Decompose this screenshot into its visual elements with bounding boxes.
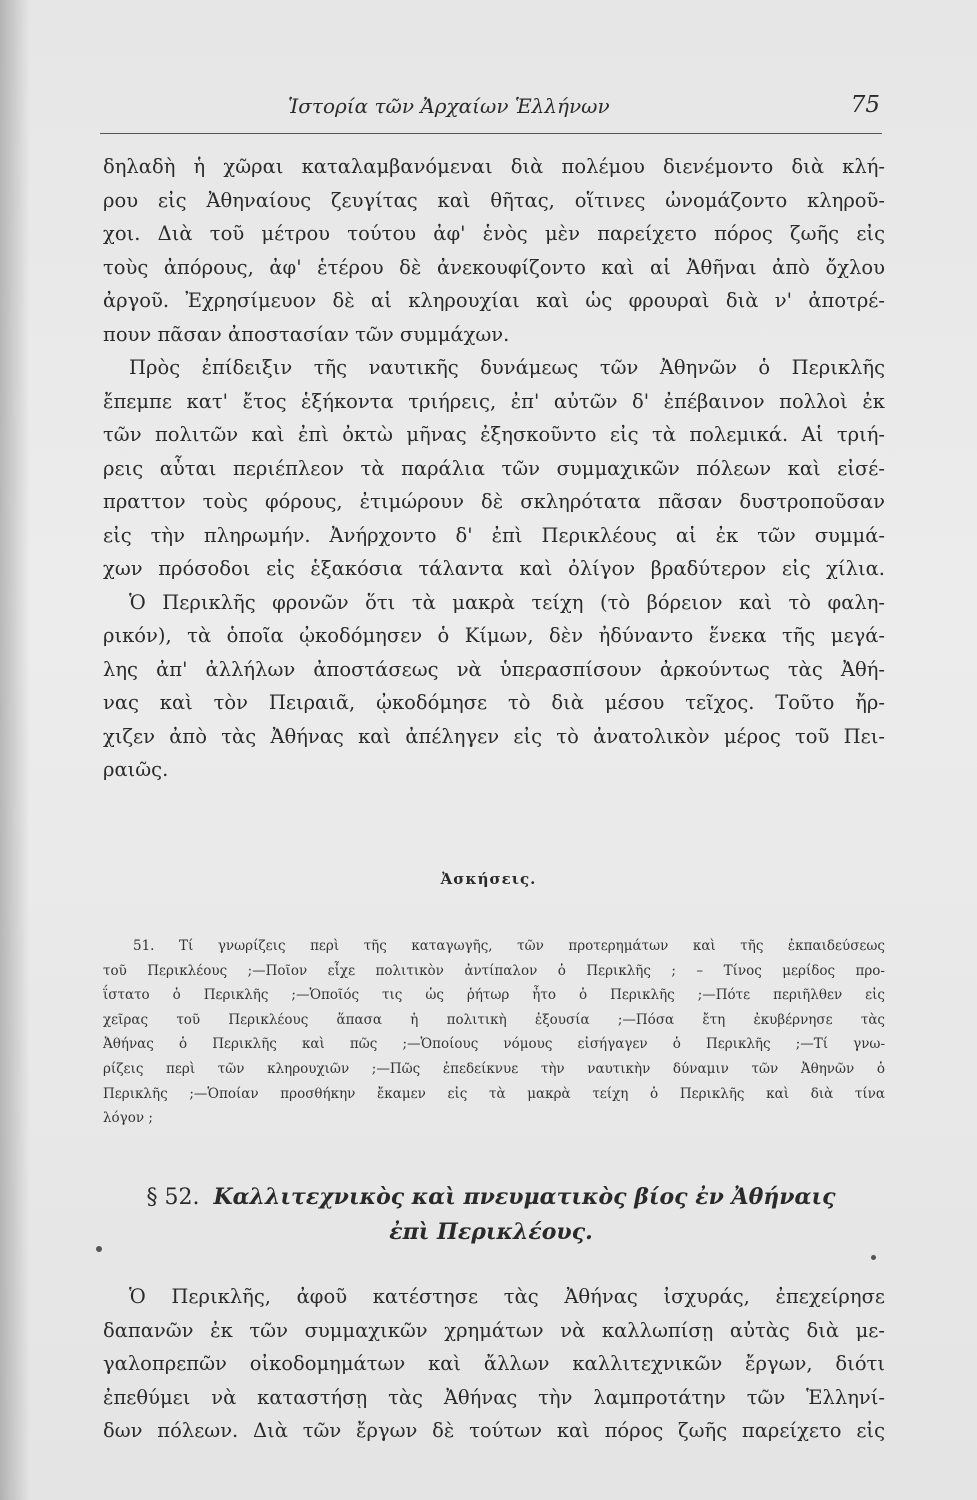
header-rule	[100, 133, 882, 134]
exercise-line: χεῖρας τοῦ Περικλέους ἅπασα ἡ πολιτικὴ ἐξουσία ;—Πόσα ἔτη ἐκυβέρνησε τὰς	[103, 1011, 885, 1028]
text-line: Ὁ Περικλῆς, ἀφοῦ κατέστησε τὰς Ἀθήνας ἰσχυράς, ἐπεχείρησε	[129, 1285, 885, 1308]
text-line: ἔπεμπε κατ' ἔτος ἑξήκοντα τριήρεις, ἐπ' αὐτῶν δ' ἐπέβαινον πολλοὶ ἐκ	[103, 389, 885, 413]
text-line: τοὺς ἀπόρους, ἀφ' ἑτέρου δὲ ἀνεκουφίζοντο καὶ αἱ Ἀθῆναι ἀπὸ ὄχλου	[103, 255, 885, 279]
text-line: ραιῶς.	[103, 758, 169, 781]
text-line: πραττον τοὺς φόρους, ἐτιμώρουν δὲ σκληρότατα πᾶσαν δυστροποῦσαν	[103, 490, 885, 513]
section-title-line: ἐπὶ Περικλέους.	[389, 1219, 593, 1245]
text-line: δηλαδὴ ἡ χῶραι καταλαμβανόμεναι διὰ πολέμου διενέμοντο διὰ κλή-	[103, 155, 885, 178]
exercise-line: 51. Τί γνωρίζεις περὶ τῆς καταγωγῆς, τῶν προτερημάτων καὶ τῆς ἐκπαιδεύσεως	[133, 938, 885, 954]
exercises-heading: Ἀσκήσεις.	[440, 870, 537, 888]
text-line: ἀργοῦ. Ἐχρησίμευον δὲ αἱ κληρουχίαι καὶ ὡς φρουραὶ διὰ ν' ἀποτρέ-	[103, 289, 885, 312]
text-line: ρικόν), τὰ ὁποῖα ᾠκοδόμησεν ὁ Κίμων, δὲν ἠδύναντο ἕνεκα τῆς μεγά-	[103, 624, 885, 647]
text-line: ἐπεθύμει νὰ καταστήσῃ τὰς Ἀθήνας τὴν λαμπροτάτην τῶν Ἑλληνί-	[103, 1385, 885, 1409]
text-line: Πρὸς ἐπίδειξιν τῆς ναυτικῆς δυνάμεως τῶν Ἀθηνῶν ὁ Περικλῆς	[129, 356, 885, 379]
page-number: 75	[850, 92, 880, 118]
text-line: χων πρόσοδοι εἰς ἑξακόσια τάλαντα καὶ ὀλίγον βραδύτερον εἰς χίλια.	[103, 557, 885, 580]
paragraph	[103, 351, 885, 586]
exercise-line: ΐστατο ὁ Περικλῆς ;—Ὁποῖός τις ὡς ῥήτωρ ἦτο ὁ Περικλῆς ;—Πότε περιῆλθεν εἰς	[103, 987, 885, 1004]
text-line: δων πόλεων. Διὰ τῶν ἔργων δὲ τούτων καὶ πόρος ζωῆς παρείχετο εἰς	[103, 1419, 885, 1442]
section-title: Καλλιτεχνικὸς καὶ πνευματικὸς βίος ἐν Ἀθήναις	[213, 1184, 836, 1210]
ink-speck	[871, 1255, 876, 1260]
running-head	[100, 94, 890, 124]
ink-speck	[96, 1246, 102, 1252]
text-line: δαπανῶν ἐκ τῶν συμμαχικῶν χρημάτων νὰ καλλωπίσῃ αὐτὰς διὰ με-	[103, 1318, 885, 1342]
text-line: ρου εἰς Ἀθηναίους ζευγίτας καὶ θῆτας, οἵτινες ὠνομάζοντο κληροῦ-	[103, 188, 885, 212]
paragraph	[103, 150, 885, 351]
body-text	[103, 150, 885, 787]
binding-shadow	[0, 0, 30, 1500]
exercise-line: ρίζεις περὶ τῶν κληρουχιῶν ;—Πῶς ἐπεδείκνυε τὴν ναυτικὴν δύναμιν τῶν Ἀθηνῶν ὁ	[103, 1060, 885, 1077]
text-line: χιζεν ἀπὸ τὰς Ἀθήνας καὶ ἀπέληγεν εἰς τὸ ἀνατολικὸν μέρος τοῦ Πει-	[103, 724, 885, 748]
text-line: τῶν πολιτῶν καὶ ἐπὶ ὀκτὼ μῆνας ἐξησκοῦντο εἰς τὰ πολεμικά. Αἱ τριή-	[103, 423, 885, 446]
exercise-line: Περικλῆς ;—Ὁποίαν προσθήκην ἔκαμεν εἰς τὰ μακρὰ τείχη ὁ Περικλῆς καὶ διὰ τίνα	[103, 1085, 885, 1102]
section-number: § 52.	[146, 1185, 200, 1210]
section-title-line	[100, 1180, 882, 1215]
text-line: εἰς τὴν πληρωμήν. Ἀνήρχοντο δ' ἐπὶ Περικλέους αἱ ἐκ τῶν συμμά-	[103, 523, 885, 547]
text-line: γαλοπρεπῶν οἰκοδομημάτων καὶ ἄλλων καλλιτεχνικῶν ἔργων, διότι	[103, 1352, 885, 1375]
exercises-block	[103, 934, 885, 1131]
exercise-line: λόγον ;	[103, 1110, 153, 1127]
exercise-line: Ἀθήνας ὁ Περικλῆς καὶ πῶς ;—Ὁποίους νόμους εἰσήγαγεν ὁ Περικλῆς ;—Τί γνω-	[103, 1036, 885, 1053]
text-line: λης ἀπ' ἀλλήλων ἀποστάσεως νὰ ὑπερασπίσουν ἀρκούντως τὰς Ἀθή-	[103, 657, 885, 681]
paragraph	[103, 586, 885, 787]
text-line: ρεις αὗται περιέπλεον τὰ παράλια τῶν συμμαχικῶν πόλεων καὶ εἰσέ-	[103, 456, 885, 480]
exercise-line: τοῦ Περικλέους ;—Ποῖον εἶχε πολιτικὸν ἀντίπαλον ὁ Περικλῆς ; – Τίνος μερίδος προ-	[103, 962, 885, 979]
running-title: Ἱστορία τῶν Ἀρχαίων Ἑλλήνων	[288, 94, 610, 118]
section-body	[103, 1280, 885, 1448]
text-line: χοι. Διὰ τοῦ μέτρου τούτου ἀφ' ἑνὸς μὲν παρείχετο πόρος ζωῆς εἰς	[103, 222, 885, 245]
text-line: νας καὶ τὸν Πειραιᾶ, ᾠκοδόμησε τὸ διὰ μέσου τεῖχος. Τοῦτο ἤρ-	[103, 691, 885, 714]
section-heading	[100, 1180, 882, 1249]
text-line: πουν πᾶσαν ἀποστασίαν τῶν συμμάχων.	[103, 322, 510, 346]
text-line: Ὁ Περικλῆς φρονῶν ὅτι τὰ μακρὰ τείχη (τὸ βόρειον καὶ τὸ φαλη-	[129, 590, 885, 614]
